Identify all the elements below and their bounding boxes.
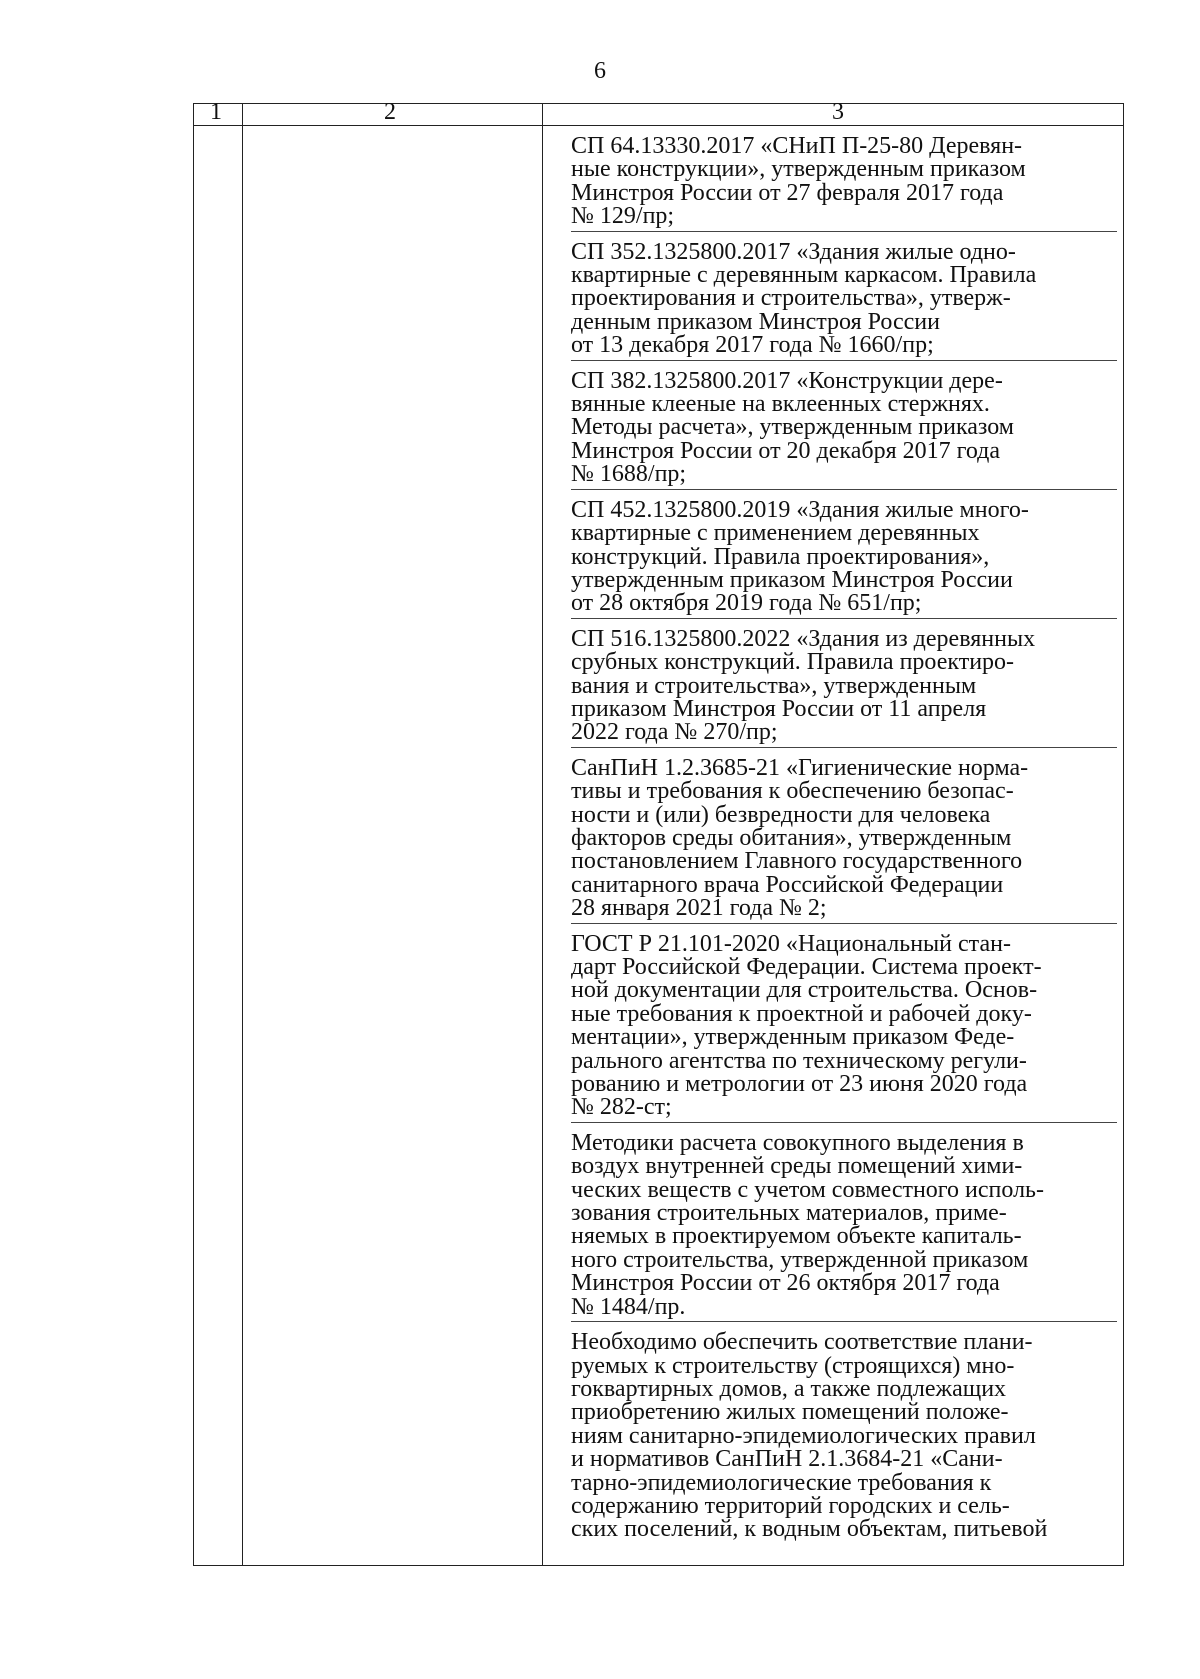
list-item <box>571 748 1117 924</box>
page-number: 6 <box>594 58 606 84</box>
entry-text: СП 382.1325800.2017 «Конструкции дере- вянные клееные на вклеенных стержнях. Методы расчета», утвержденным приказом Минстроя России от 20 декабря 2017 года № 1688/пр; <box>571 367 1014 488</box>
entry-text: СП 516.1325800.2022 «Здания из деревянных срубных конструкций. Правила проектиро- вания и строительства», утвержденным приказом Минстроя России от 11 апреля 2022 года № 270/пр; <box>571 625 1036 746</box>
header-col-2: 2 <box>384 99 396 125</box>
entry-text: СП 352.1325800.2017 «Здания жилые одно- квартирные с деревянным каркасом. Правила проектирования и строительства», утверж- денным приказом Минстроя России от 13 декабря 2017 года № 1660/пр; <box>571 238 1037 359</box>
column-3-content <box>571 126 1117 1544</box>
header-col-1: 1 <box>210 99 222 125</box>
document-table <box>193 99 1124 1566</box>
list-item <box>571 232 1117 361</box>
list-item <box>571 126 1117 232</box>
table-header-row <box>194 99 1123 126</box>
entry-text: СанПиН 1.2.3685-21 «Гигиенические норма- тивы и требования к обеспечению безопас- ности и (или) безвредности для человека факторов среды обитания», утвержденным постановлением Главного государственного санитарного врача Российской Федерации 28 января 2021 года № 2; <box>571 754 1029 922</box>
list-item <box>571 361 1117 490</box>
header-col-3: 3 <box>832 99 844 125</box>
list-item <box>571 1123 1117 1322</box>
list-item <box>571 1322 1117 1544</box>
entry-text: Методики расчета совокупного выделения в воздух внутренней среды помещений хими- ческих веществ с учетом совместного исполь- зования строительных материалов, приме- няемых в проектируемом объекте капиталь- ного строительства, утвержденной приказом Минстроя России от 26 октября 2017 года № 1484/пр. <box>571 1129 1044 1320</box>
entry-text: Необходимо обеспечить соответствие плани- руемых к строительству (строящихся) мно- гоквартирных домов, а также подлежащих приобретению жилых помещений положе- ниям санитарно-эпидемиологических правил и нормативов СанПиН 2.1.3684-21 «Сани- тарно-эпидемиологические требования к содержанию территорий городских и сель- ских поселений, к водным объектам, питьевой <box>571 1329 1048 1543</box>
column-divider-1 <box>242 104 243 1565</box>
entry-text: СП 452.1325800.2019 «Здания жилые много- квартирные с применением деревянных конструкций. Правила проектирования», утвержденным приказом Минстроя России от 28 октября 2019 года № 651/пр; <box>571 496 1029 617</box>
column-divider-2 <box>542 104 543 1565</box>
list-item <box>571 924 1117 1123</box>
list-item <box>571 490 1117 619</box>
entry-text: ГОСТ Р 21.101-2020 «Национальный стан- дарт Российской Федерации. Система проект- ной документации для строительства. Основ- ные требования к проектной и рабочей доку- ментации», утвержденным приказом Феде- рального агентства по техническому регули- рованию и метрологии от 23 июня 2020 года № 282-ст; <box>571 930 1042 1121</box>
entry-text: СП 64.13330.2017 «СНиП П-25-80 Деревян- ные конструкции», утвержденным приказом Минстроя России от 27 февраля 2017 года № 129/пр; <box>571 133 1026 230</box>
list-item <box>571 619 1117 748</box>
